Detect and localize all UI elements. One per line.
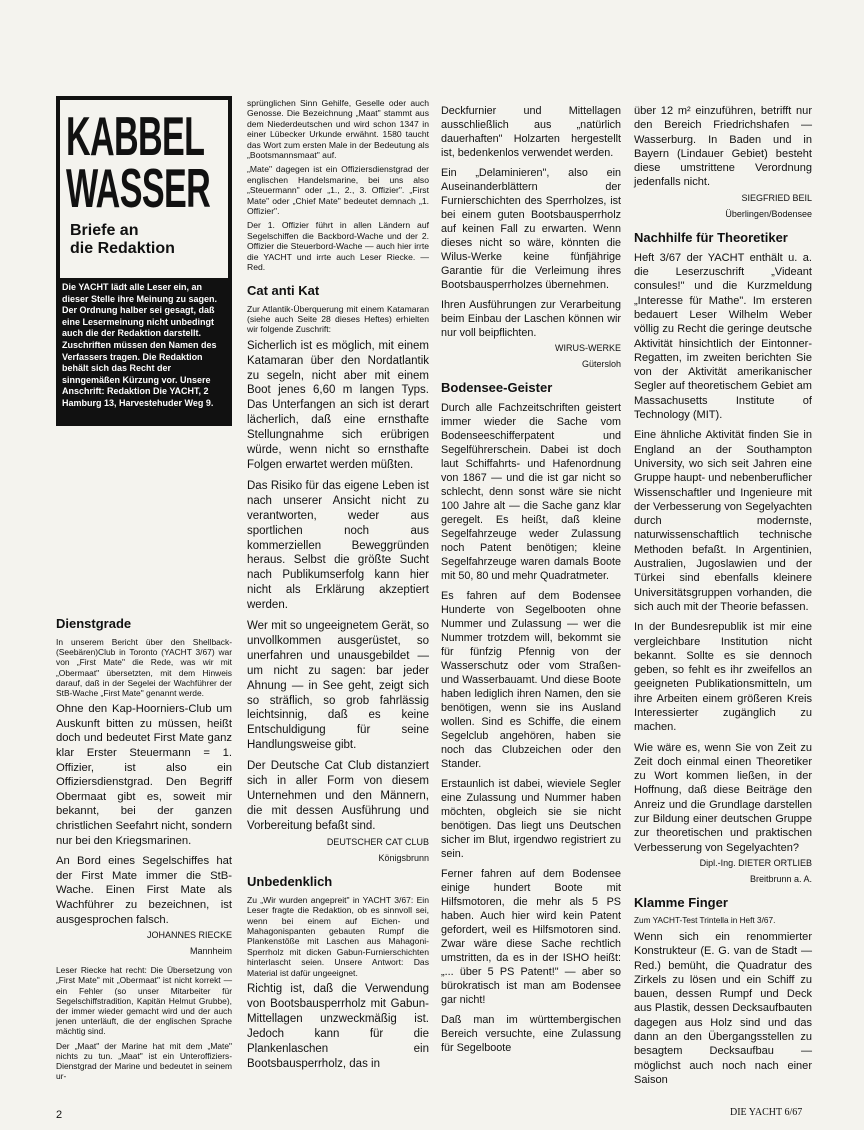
paragraph: Ohne den Kap-Hoorniers-Club um Auskunft bitten zu müssen, heißt doch und bedeutet First Mate ganz klar Erster Steuermann = 1. Offizier, ist also ein Offiziersdienstgrad. Den Begriff Obermaat gibt es, soweit mir bekannt, bei der ganzen christlichen Seefahrt nicht, sondern nur bei den Kriegsmarinen. (56, 703, 232, 847)
intro-cat-anti-kat: Zur Atlantik-Überquerung mit einem Katamaran (siehe auch Seite 28 dieses Heftes) erhielten wir folgende Zuschrift: (247, 303, 429, 335)
paragraph: Ihren Ausführungen zur Verarbeitung beim Einbau der Laschen können wir nur voll beipflichten. (441, 299, 621, 339)
title-line-2: WASSER (66, 157, 211, 219)
heading-bodensee-geister: Bodensee-Geister (441, 380, 553, 395)
signature-place: Mannheim (189, 946, 232, 957)
heading-dienstgrade: Dienstgrade (56, 616, 132, 631)
intro-unbedenklich: Zu „Wir wurden angepreit" in YACHT 3/67: Ein Leser fragte die Redaktion, ob es sinnvoll sei, wenn bei einem auf Eichen- und Mahagonispanten gebauten Rumpf die Plankenstöße mit Laschen aus Mahagoni-Sperrholz mit dicken Gabun-Furnierschichten hinterlascht seien. Unsere Antwort: Das Material ist dafür ungeeignet. (247, 894, 429, 978)
signature-name: SIEGFRIED BEIL (741, 192, 812, 203)
paragraph: Daß man im württembergischen Bereich versuchte, eine Zulassung für Segelboote (441, 1014, 621, 1054)
paragraph: Der Deutsche Cat Club distanziert sich in aller Form von diesem Unternehmen und den Männern, die mit dessen Ausführung und Vorbereitung befaßt sind. (247, 760, 429, 832)
column-3 (441, 104, 621, 1061)
paragraph: Wer mit so ungeeignetem Gerät, so unvollkommen ausgerüstet, so unerfahren und unausgebildet — um nicht zu sagen: bar jeder Ahnung — in See geht, zeigt sich so sträflich, so grob fahrlässig leichtsinnig, daß es keine Entschuldigung für seine Handlungsweise gibt. (247, 620, 429, 752)
paragraph: Das Risiko für das eigene Leben ist nach unserer Ansicht nicht zu verantworten, weder aus sportlichen noch aus kommerziellen Beweggründen heraus. Selbst die größte Sucht nach Publikumserfolg kann hier nicht als Erklärung akzeptiert werden. (247, 479, 429, 612)
column-2 (247, 98, 429, 1077)
page-number: 2 (56, 1109, 63, 1121)
paragraph: An Bord eines Segelschiffes hat der First Mate immer die StB-Wache. Einen First Mate als Wachführer zu bezeichnen, ist ausgesprochen falsch. (56, 855, 232, 926)
paragraph: Ein „Delaminieren", also ein Auseinanderblättern der Furnierschichten des Sperrholzes, ist bei einem guten Bootsbausperrholz auf keinen Fall zu erwarten. Wenn dieses nicht so wäre, könnten die Wilus-Werke keine fünfjährige Garantie für die Verleimung ihres Bootsbausperrholzes übernehmen. (441, 167, 621, 291)
signature-name: WIRUS-WERKE (555, 343, 621, 353)
heading-unbedenklich: Unbedenklich (247, 873, 333, 889)
editor-reply: Der „Maat" der Marine hat mit dem „Mate" nichts zu tun. „Maat" ist ein Unteroffiziers-Dienstgrad der Marine und bedeutet in seinem ur- (56, 1040, 232, 1082)
heading-nachhilfe: Nachhilfe für Theoretiker (634, 229, 788, 245)
subtitle-line-1: Briefe an (70, 222, 139, 239)
paragraph: Deckfurnier und Mittellagen ausschließlich aus „natürlich dauerhaften" Holzarten hergestellt ist, bedenkenlos verwendet werden. (441, 105, 621, 159)
paragraph: Richtig ist, daß die Verwendung von Bootsbausperrholz mit Gabun-Mittellagen unzweckmäßig ist. Jedoch kann für die Plankenlaschen ein Bootsbausperrholz, das in (247, 982, 429, 1070)
paragraph: Es fahren auf dem Bodensee Hunderte von Segelbooten ohne Nummer und Zulassung — wer die Nummer trotzdem will, bekommt sie für fünfzig Pfennig von der Wasserschutz oder vom Straßen- und Wasserbauamt. Und diese Boote haben lediglich ihren Namen, den sie benötigen, wenn sie ins Ausland wollen. Sind es Schiffe, die einem Segelclub angehören, haben sie noch das Clubzeichen oder den Stander. (441, 590, 621, 770)
signature-name: DEUTSCHER CAT CLUB (326, 836, 429, 847)
paragraph: Eine ähnliche Aktivität finden Sie in England an der Southampton University, wo sich seit Jahren eine Gruppe haupt- und nebenberuflicher Wissenschaftler und Ingenieure mit der Verbesserung von Segelyachten durch modernste, naturwissenschaftlich technische Methoden befaßt. In Argentinien, Australien, Jugoslawien und der Türkei sind ebenfalls kleinere Universitätsgruppen vorhanden, die sich auch mit der Theorie befassen. (634, 429, 812, 613)
paragraph: Heft 3/67 der YACHT enthält u. a. die Leserzuschrift „Videant consules!" und die Kurzmeldung „Interesse für Mathe". Im ersteren bedauert Leser Wilhelm Weber völlig zu Recht die geringe deutsche Aktivität hinsichtlich der Eintonner-Regatten, im zweiten berichten Sie von der Aktivität amerikanischer Segler auf theoretischem Gebiet am Massachusetts Institute of Technology (MIT). (634, 251, 812, 422)
paragraph: Sicherlich ist es möglich, mit einem Katamaran über den Nordatlantik zu segeln, nicht aber mit einem Boot jenes 6,60 m langen Typs. Das Unterfangen an sich ist derart lächerlich, daß eine ernsthafte Stellungnahme sich erübrigen würde, wenn nicht so ernsthafte Folgen erwartet werden müßten. (247, 339, 429, 471)
intro-dienstgrade: In unserem Bericht über den Shellback-(Seebären)Club in Toronto (YACHT 3/67) war von „First Mate" die Rede, was wir mit „Obermaat" übersetzten, mit dem Hinweis darauf, daß in der Segelei der Wachführer der StB-Wache „First Mate" genannt werde. (56, 637, 232, 698)
paragraph: Wenn sich ein renommierter Konstrukteur (E. G. van de Stadt — Red.) bemüht, die Quadratur des Zirkels zu lösen und ein Schiff zu bauen, dessen Rumpf und Deck aus Plastik, dessen Decksaufbauten dagegen aus Holz sind und das dann an den Übergangsstellen zu besagtem Decksaufbau — möglichst auch noch nach einer Saison (634, 930, 812, 1086)
masthead-box (56, 96, 232, 426)
column-4 (634, 104, 812, 1093)
continued-text: Der 1. Offizier führt in allen Ländern auf Segelschiffen die Backbord-Wache und der 2. Offizier die Steuerbord-Wache — auch hier irrte die YACHT und irrte auch Leser Riecke. — Red. (247, 220, 429, 273)
paragraph: über 12 m² einzuführen, betrifft nur den Bereich Friedrichshafen — Wasserburg. In Baden und in Bayern (Lindauer Gebiet) besteht diese umstrittene Verordnung jedenfalls nicht. (634, 105, 812, 189)
title-line-1: KABBEL (66, 105, 205, 167)
signature-name: JOHANNES RIECKE (146, 930, 232, 941)
continued-text: „Mate" dagegen ist ein Offiziersdienstgrad der englischen Handelsmarine, bei uns also „Steuermann" oder „1., 2., 3. Offizier". „First Mate" oder „Chief Mate" bedeutet demnach „1. Offizier". (247, 164, 429, 217)
masthead-subtitle (70, 222, 228, 258)
paragraph: Erstaunlich ist dabei, wieviele Segler eine Zulassung und Nummer haben möchten, obgleich sie sie nicht benötigen. Das liegt uns Deutschen sicher im Blut, irgendwo registriert zu sein. (441, 778, 621, 860)
signature-place: Königsbrunn (378, 852, 429, 863)
heading-klamme-finger: Klamme Finger (634, 894, 728, 910)
continued-text: sprünglichen Sinn Gehilfe, Geselle oder auch Genosse. Die Bezeichnung „Maat" stammt aus dem Niederdeutschen und wird schon 1347 in einer Lübecker Urkunde erwähnt. 1580 taucht das Wort zum ersten Male in der Bedeutung als „Bootsmannsmaat" auf. (247, 98, 429, 161)
signature-place: Gütersloh (581, 359, 621, 369)
heading-cat-anti-kat: Cat anti Kat (247, 282, 320, 298)
paragraph: In der Bundesrepublik ist mir eine vergleichbare Institution nicht bekannt. Sollte es sie dennoch geben, so fehlt es ihr zweifellos an geeigneten Publikationsmitteln, um ihre Arbeiten einem größeren Kreis Interessierter zugänglich zu machen. (634, 621, 812, 734)
signature-place: Breitbrunn a. A. (749, 873, 812, 884)
intro-klamme-finger: Zum YACHT-Test Trintella in Heft 3/67. (634, 915, 776, 925)
magazine-issue: DIE YACHT 6/67 (730, 1107, 803, 1118)
paragraph: Durch alle Fachzeitschriften geistert immer wieder die Sache vom Bodenseeschifferpatent und Segelführerschein. Dabei ist doch laut Schiffahrts- und Hafenordnung von 1867 — und die ist gar nicht so schlecht, denn sonst wäre sie nicht 100 Jahre alt — die Sache ganz klar geregelt. Es heißt, daß kleine Segelfahrzeuge weder Zulassung noch Patent benötigen; kleine Segelfahrzeuge waren damals Boote mit 50, 80 und mehr Quadratmeter. (441, 402, 621, 582)
signature-place: Überlingen/Bodensee (725, 208, 812, 219)
editor-reply: Leser Riecke hat recht: Die Übersetzung von „First Mate" mit „Obermaat" ist nicht korrekt — ein Fehler (so unser Mitarbeiter für Segelschiffstradition, Kapitän Helmut Grubbe), der immer wieder gemacht wird und der auch jenen unterläuft, die der englischen Sprache mächtig sind. (56, 965, 232, 1037)
paragraph: Ferner fahren auf dem Bodensee einige hundert Boote mit Hilfsmotoren, die mehr als 5 PS haben. Auch hier wird kein Patent gefordert, weil es Hilfsmotoren sind. Zwar wäre diese Sache rechtlich umstritten, da es in der ISHO heißt: „... über 5 PS Patent!" — aber so bürokratisch ist man am Bodensee gar nicht! (441, 868, 621, 1006)
masthead-title (66, 105, 211, 219)
subtitle-line-2: die Redaktion (70, 240, 175, 257)
column-1 (56, 616, 232, 1085)
signature-name: Dipl.-Ing. DIETER ORTLIEB (699, 857, 812, 868)
masthead-intro: Die YACHT lädt alle Leser ein, an dieser Stelle ihre Meinung zu sagen. Der Ordnung halber sei gesagt, daß eine Lesermeinung nicht unbedingt auch die der Redaktion darstellt. Zuschriften müssen den Namen des Verfassers tragen. Die Redaktion behält sich das Recht der sinngemäßen Kürzung vor. Unsere Anschrift: Redaktion Die YACHT, 2 Hamburg 13, Harvestehuder Weg 9. (56, 278, 232, 426)
paragraph: Wie wäre es, wenn Sie von Zeit zu Zeit doch einmal einen Theoretiker zu Wort kommen ließen, in der Hoffnung, daß diese Beiträge den Anreiz und die Grundlage darstellen zur Bildung einer deutschen Gruppe zur theoretischen und praktischen Verbesserung von Segelyachten? (634, 741, 812, 854)
